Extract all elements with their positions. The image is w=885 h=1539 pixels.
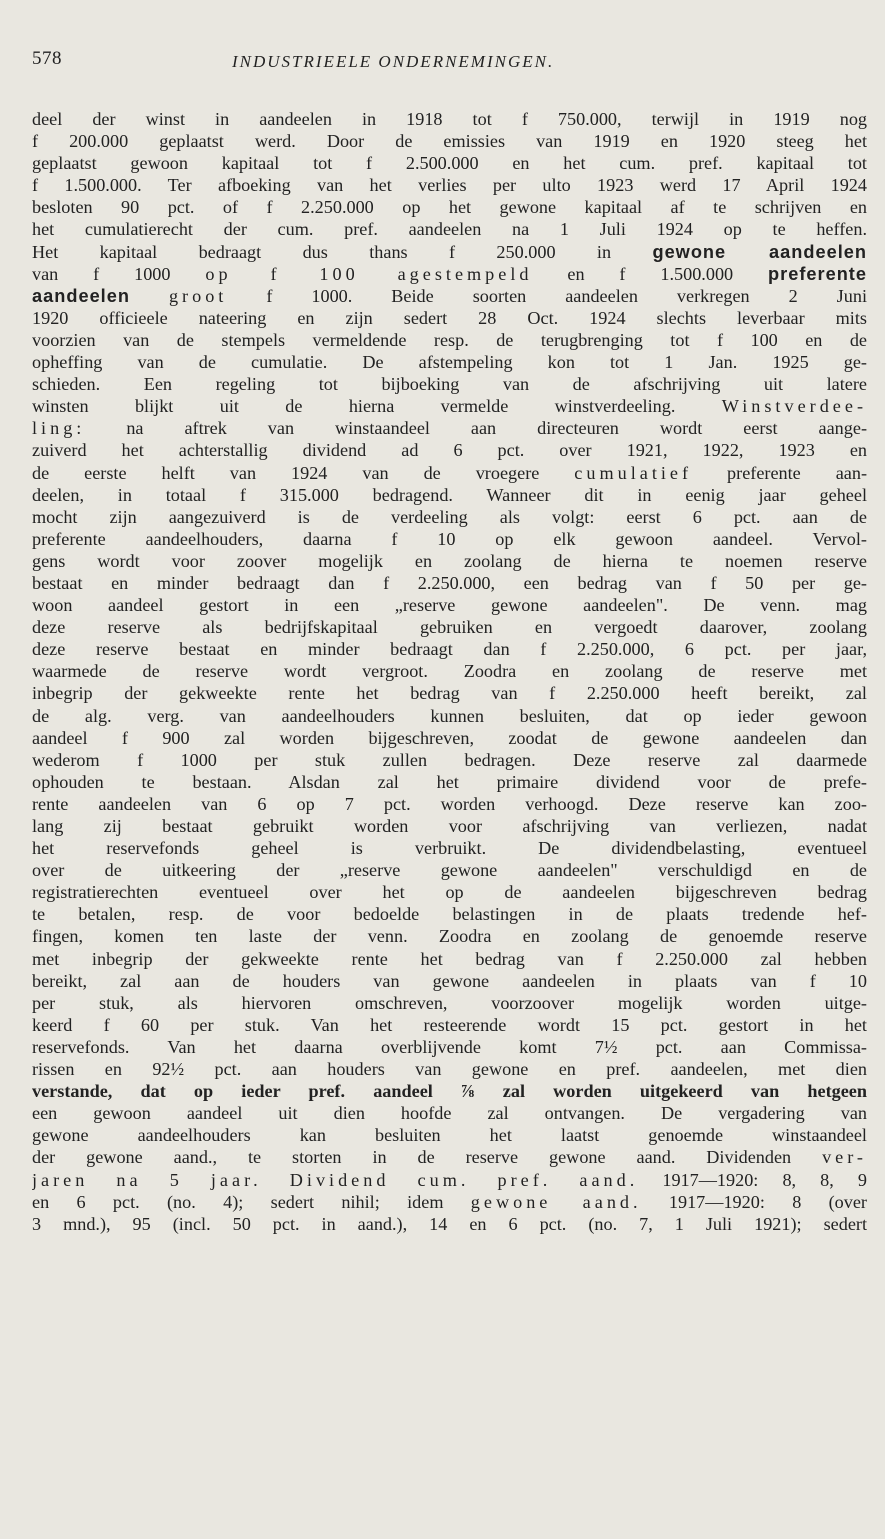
text-line bbox=[32, 705, 867, 727]
text-line bbox=[32, 241, 867, 263]
text-segment: lang zij bestaat gebruikt worden voor afschrijving van verliezen, nadat bbox=[32, 816, 867, 836]
text-line bbox=[32, 682, 867, 704]
text-line bbox=[32, 373, 867, 395]
text-segment: keerd f 60 per stuk. Van het resteerende wordt 15 pct. gestort in het bbox=[32, 1014, 867, 1035]
text-segment: preferente aan- bbox=[692, 462, 867, 483]
text-segment: winsten blijkt uit de hierna vermelde winstverdeeling. bbox=[32, 396, 722, 417]
body-text bbox=[32, 108, 867, 1235]
text-segment: en f 1.500.000 bbox=[532, 263, 769, 284]
text-segment: te betalen, resp. de voor bedoelde belastingen in de plaats tredende hef- bbox=[32, 904, 867, 925]
text-segment: f 200.000 geplaatst werd. Door de emissies van 1919 en 1920 steeg het bbox=[32, 131, 867, 152]
text-line bbox=[32, 550, 867, 572]
text-segment: woon aandeel gestort in een „reserve gewone aandeelen". De venn. mag bbox=[32, 595, 867, 616]
text-segment: groot bbox=[168, 285, 228, 306]
text-line bbox=[32, 329, 867, 351]
text-line bbox=[32, 992, 867, 1014]
text-line bbox=[32, 970, 867, 992]
text-segment: bereikt, zal aan de houders van gewone aandeelen in plaats van f 10 bbox=[32, 970, 867, 991]
text-line bbox=[32, 660, 867, 682]
text-segment: opheffing van de cumulatie. De afstempeling kon tot 1 Jan. 1925 ge- bbox=[32, 352, 867, 373]
text-segment: rente aandeelen van 6 op 7 pct. worden verhoogd. Deze reserve kan zoo- bbox=[32, 793, 867, 814]
text-segment: ver- bbox=[822, 1147, 867, 1168]
text-segment: Het kapitaal bedraagt dus thans f 250.000 in bbox=[32, 241, 653, 262]
text-segment: op f 100 agestempeld bbox=[205, 263, 533, 284]
text-line bbox=[32, 395, 867, 417]
text-segment: aandeel f 900 zal worden bijgeschreven, zoodat de gewone aandeelen dan bbox=[32, 727, 867, 748]
text-segment: de alg. verg. van aandeelhouders kunnen besluiten, dat op ieder gewoon bbox=[32, 705, 867, 726]
text-line bbox=[32, 616, 867, 638]
text-line bbox=[32, 837, 867, 859]
text-line bbox=[32, 263, 867, 285]
text-line bbox=[32, 948, 867, 970]
text-segment: schieden. Een regeling tot bijboeking van de afschrijving uit latere bbox=[32, 374, 867, 395]
text-segment: aandeelen bbox=[32, 285, 130, 306]
text-line bbox=[32, 1191, 867, 1213]
text-segment: het cumulatierecht der cum. pref. aandeelen na 1 Juli 1924 op te heffen. bbox=[32, 219, 867, 240]
text-line bbox=[32, 196, 867, 218]
running-title: INDUSTRIEELE ONDERNEMINGEN. bbox=[232, 52, 555, 71]
text-segment: deze reserve bestaat en minder bedraagt dan f 2.250.000, 6 pct. per jaar, bbox=[32, 639, 867, 660]
text-line bbox=[32, 594, 867, 616]
text-line bbox=[32, 484, 867, 506]
text-segment: ophouden te bestaan. Alsdan zal het primaire dividend voor de prefe- bbox=[32, 771, 867, 792]
text-line bbox=[32, 462, 867, 484]
text-segment: geplaatst gewoon kapitaal tot f 2.500.000 en het cum. pref. kapitaal tot bbox=[32, 153, 867, 174]
text-segment: 1920 officieele nateering en zijn sedert 28 Oct. 1924 slechts leverbaar mits bbox=[32, 307, 867, 328]
text-segment: en 6 pct. (no. 4); sedert nihil; idem bbox=[32, 1191, 471, 1212]
text-line bbox=[32, 572, 867, 594]
text-segment: f 1000. Beide soorten aandeelen verkregen 2 Juni bbox=[227, 285, 867, 306]
text-segment bbox=[130, 286, 169, 306]
text-line bbox=[32, 218, 867, 240]
text-line bbox=[32, 1169, 867, 1191]
text-line bbox=[32, 108, 867, 130]
text-segment: jaren na 5 jaar. Dividend cum. pref. aand. bbox=[32, 1169, 639, 1190]
text-line bbox=[32, 506, 867, 528]
text-line bbox=[32, 285, 867, 307]
text-segment: rissen en 92½ pct. aan houders van gewone en pref. aandeelen, met dien bbox=[32, 1059, 867, 1080]
text-segment: een gewoon aandeel uit dien hoofde zal ontvangen. De vergadering van bbox=[32, 1103, 867, 1124]
text-line bbox=[32, 351, 867, 373]
text-segment: besloten 90 pct. of f 2.250.000 op het gewone kapitaal af te schrijven en bbox=[32, 197, 867, 218]
text-segment: f 1.500.000. Ter afboeking van het verlies per ulto 1923 werd 17 April 1924 bbox=[32, 175, 867, 196]
text-segment: de eerste helft van 1924 van de vroegere bbox=[32, 462, 575, 483]
text-segment: over de uitkeering der „reserve gewone aandeelen" verschuldigd en de bbox=[32, 860, 867, 881]
text-segment: na aftrek van winstaandeel aan directeuren wordt eerst aange- bbox=[85, 418, 867, 439]
text-segment: voorzien van de stempels vermeldende resp. de terugbrenging tot f 100 en de bbox=[32, 329, 867, 350]
text-segment: der gewone aand., te storten in de reserve gewone aand. Dividenden bbox=[32, 1147, 823, 1168]
text-line bbox=[32, 881, 867, 903]
text-segment: zuiverd het achterstallig dividend ad 6 pct. over 1921, 1922, 1923 en bbox=[32, 440, 867, 461]
text-line bbox=[32, 1080, 867, 1102]
text-segment: wederom f 1000 per stuk zullen bedragen. Deze reserve zal daarmede bbox=[32, 749, 867, 770]
text-line bbox=[32, 903, 867, 925]
text-line bbox=[32, 815, 867, 837]
text-line bbox=[32, 925, 867, 947]
text-segment: 3 mnd.), 95 (incl. 50 pct. in aand.), 14 en 6 pct. (no. 7, 1 Juli 1921); sedert bbox=[32, 1213, 867, 1234]
page-number: 578 bbox=[32, 48, 62, 69]
text-segment: per stuk, als hiervoren omschreven, voorzoover mogelijk worden uitge- bbox=[32, 992, 867, 1013]
text-line bbox=[32, 130, 867, 152]
text-segment: met inbegrip der gekweekte rente het bedrag van f 2.250.000 zal hebben bbox=[32, 948, 867, 969]
text-line bbox=[32, 174, 867, 196]
text-segment: Winstverdee- bbox=[721, 396, 867, 417]
text-segment: f 750.000, bbox=[521, 109, 622, 129]
text-line bbox=[32, 152, 867, 174]
text-segment: ling: bbox=[32, 418, 86, 439]
text-segment: deelen, in totaal f 315.000 bedragend. Wanneer dit in eenig jaar geheel bbox=[32, 484, 867, 505]
text-segment: reservefonds. Van het daarna overblijvende komt 7½ pct. aan Commissa- bbox=[32, 1036, 867, 1057]
text-line bbox=[32, 749, 867, 771]
text-segment: 1917—1920: 8, 8, 9 bbox=[638, 1169, 867, 1190]
text-line bbox=[32, 638, 867, 660]
text-line bbox=[32, 793, 867, 815]
text-segment: deze reserve als bedrijfskapitaal gebruiken en vergoedt daarover, zoolang bbox=[32, 617, 867, 638]
text-segment: inbegrip der gekweekte rente het bedrag van f 2.250.000 heeft bereikt, zal bbox=[32, 683, 867, 704]
text-line bbox=[32, 727, 867, 749]
text-line bbox=[32, 1014, 867, 1036]
text-line bbox=[32, 1124, 867, 1146]
text-segment: het reservefonds geheel is verbruikt. De dividendbelasting, eventueel bbox=[32, 838, 867, 859]
text-line bbox=[32, 1058, 867, 1080]
text-segment: bestaat en minder bedraagt dan f 2.250.000, een bedrag van f 50 per ge- bbox=[32, 572, 867, 593]
text-line bbox=[32, 771, 867, 793]
text-segment: terwijl in 1919 nog bbox=[621, 109, 867, 129]
text-segment: mocht zijn aangezuiverd is de verdeeling als volgt: eerst 6 pct. aan de bbox=[32, 506, 867, 527]
text-line bbox=[32, 1213, 867, 1235]
text-segment: gewone aandeelhouders kan besluiten het laatst genoemde winstaandeel bbox=[32, 1125, 867, 1146]
text-line bbox=[32, 859, 867, 881]
text-segment: gens wordt voor zoover mogelijk en zoolang de hierna te noemen reserve bbox=[32, 550, 867, 571]
text-segment: preferente bbox=[768, 263, 867, 284]
text-line bbox=[32, 417, 867, 439]
text-segment: gewone aandeelen bbox=[652, 241, 867, 262]
text-segment: waarmede de reserve wordt vergroot. Zoodra en zoolang de reserve met bbox=[32, 661, 867, 682]
text-segment: deel der winst in aandeelen in 1918 tot bbox=[32, 109, 522, 129]
text-segment: cumulatief bbox=[574, 462, 693, 483]
text-segment: registratierechten eventueel over het op de aandeelen bijgeschreven bedrag bbox=[32, 882, 867, 903]
page-header bbox=[32, 48, 867, 78]
text-line bbox=[32, 528, 867, 550]
text-line bbox=[32, 1146, 867, 1168]
text-segment: verstande, dat op ieder pref. aandeel ⅞ zal worden uitgekeerd van hetgeen bbox=[32, 1081, 867, 1102]
text-segment: fingen, komen ten laste der venn. Zoodra en zoolang de genoemde reserve bbox=[32, 926, 867, 947]
text-segment: 1917—1920: 8 (over bbox=[641, 1191, 867, 1212]
text-line bbox=[32, 1036, 867, 1058]
text-line bbox=[32, 1102, 867, 1124]
text-segment: gewone aand. bbox=[470, 1191, 642, 1212]
text-segment: van f 1000 bbox=[32, 263, 206, 284]
text-line bbox=[32, 439, 867, 461]
text-segment: preferente aandeelhouders, daarna f 10 op elk gewoon aandeel. Vervol- bbox=[32, 528, 867, 549]
text-line bbox=[32, 307, 867, 329]
